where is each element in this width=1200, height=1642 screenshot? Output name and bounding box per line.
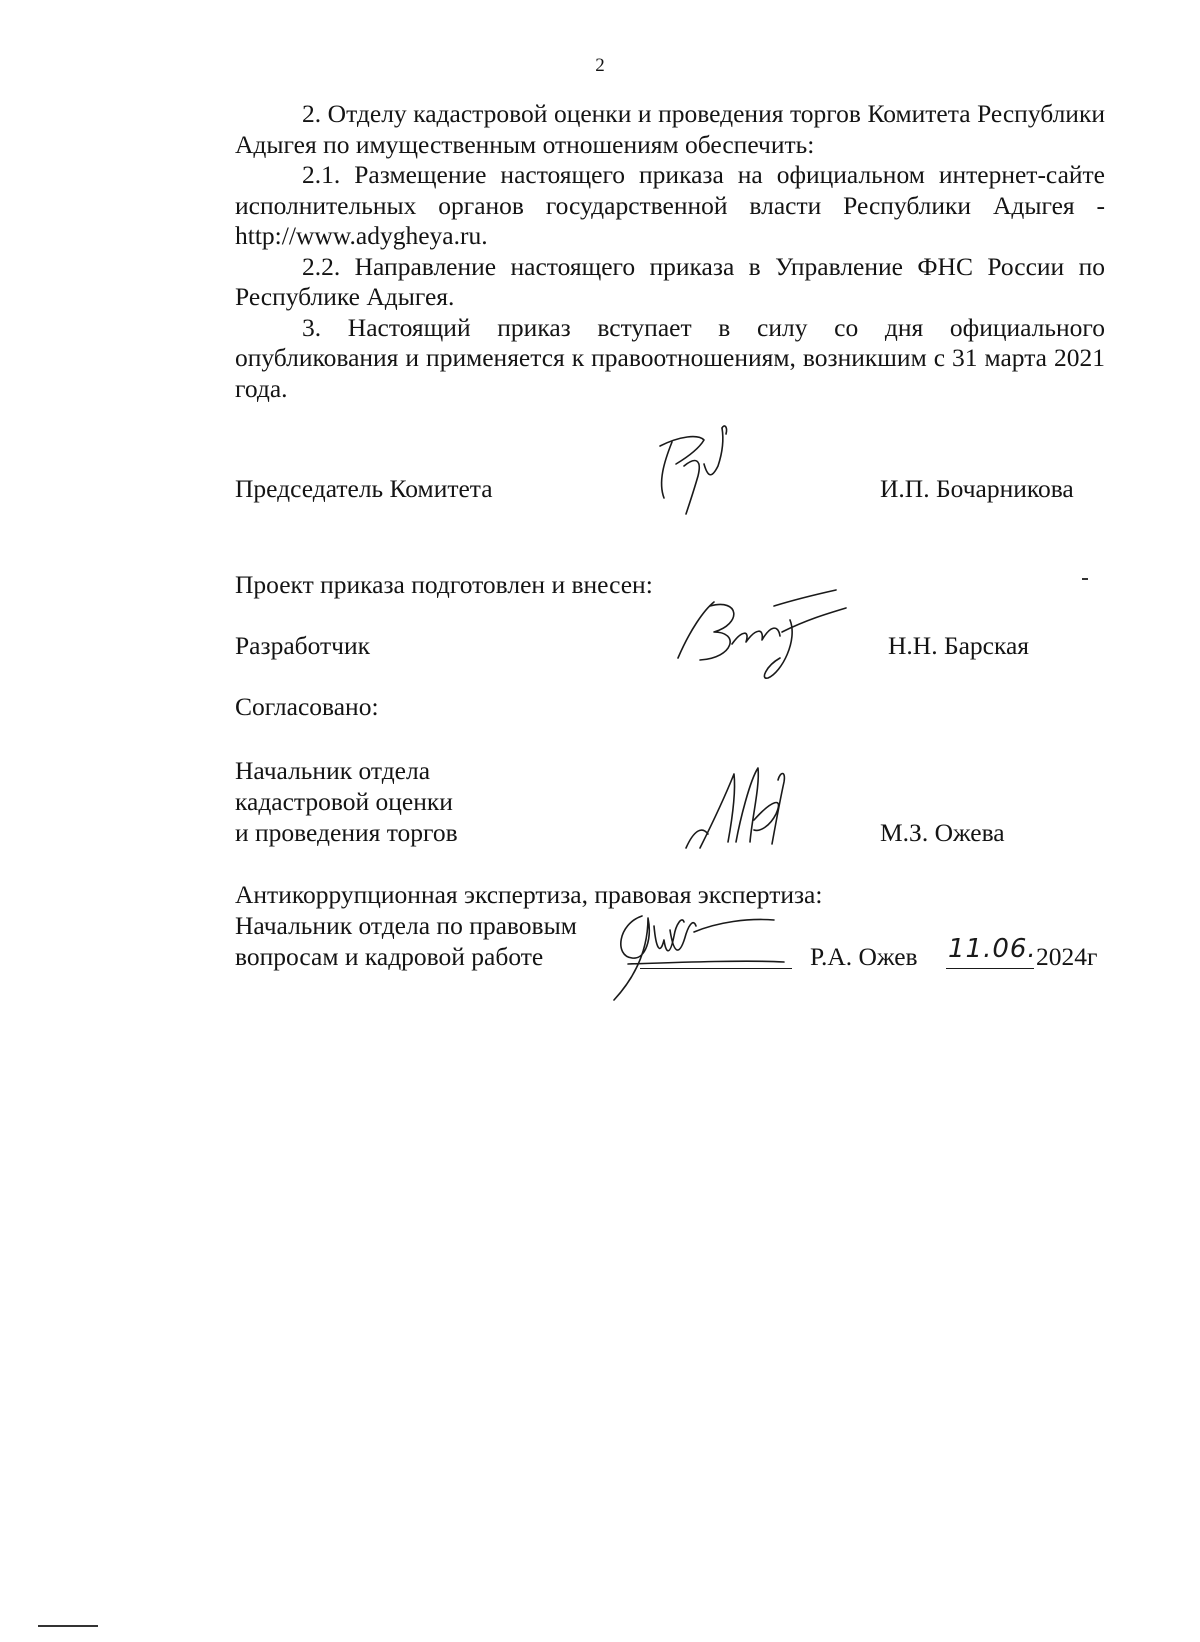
chairman-signature [650, 420, 760, 530]
agreed-role-line-2: кадастровой оценки [235, 787, 453, 816]
expertise-signature [608, 896, 828, 1006]
expertise-heading: Антикоррупционная экспертиза, правовая экспертиза: [235, 880, 823, 909]
expertise-year: 2024г [1036, 942, 1098, 971]
paragraph-2: 2. Отделу кадастровой оценки и проведения торгов Комитета Республики Адыгея по имущественным отношениям обеспечить: [235, 99, 1105, 159]
paragraph-2-1: 2.1. Размещение настоящего приказа на официальном интернет-сайте исполнительных органов государственной власти Республики Адыгея - http://www.adygheya.ru. [235, 160, 1105, 250]
agreed-name: М.З. Ожева [880, 818, 1005, 847]
developer-signature [670, 580, 850, 690]
expertise-date-handwritten: 11.06. [948, 934, 1037, 964]
paragraph-3: 3. Настоящий приказ вступает в силу со дня официального опубликования и применяется к правоотношениям, возникшим с 31 марта 2021 года. [235, 312, 1105, 403]
developer-role: Разработчик [235, 631, 371, 660]
agreed-role-line-1: Начальник отдела [235, 756, 431, 785]
agreed-role-line-3: и проведения торгов [235, 818, 458, 847]
chairman-name: И.П. Бочарникова [880, 474, 1074, 503]
prepared-heading: Проект приказа подготовлен и внесен: [235, 570, 653, 599]
order-body [235, 99, 1105, 404]
expertise-date-line [946, 968, 1034, 969]
chairman-title: Председатель Комитета [235, 474, 493, 503]
paragraph-2-2: 2.2. Направление настоящего приказа в Управление ФНС России по Республике Адыгея. [235, 251, 1105, 311]
scan-mark [1082, 578, 1088, 580]
expertise-role-line-2: вопросам и кадровой работе [235, 942, 544, 971]
developer-name: Н.Н. Барская [888, 631, 1030, 660]
agreed-signature [680, 760, 810, 860]
expertise-role-line-1: Начальник отдела по правовым [235, 911, 577, 940]
expertise-signature-line [640, 968, 792, 969]
agreed-heading: Согласовано: [235, 692, 379, 721]
scan-artifact [38, 1625, 98, 1627]
page-number: 2 [595, 55, 605, 76]
expertise-name: Р.А. Ожев [810, 942, 918, 971]
